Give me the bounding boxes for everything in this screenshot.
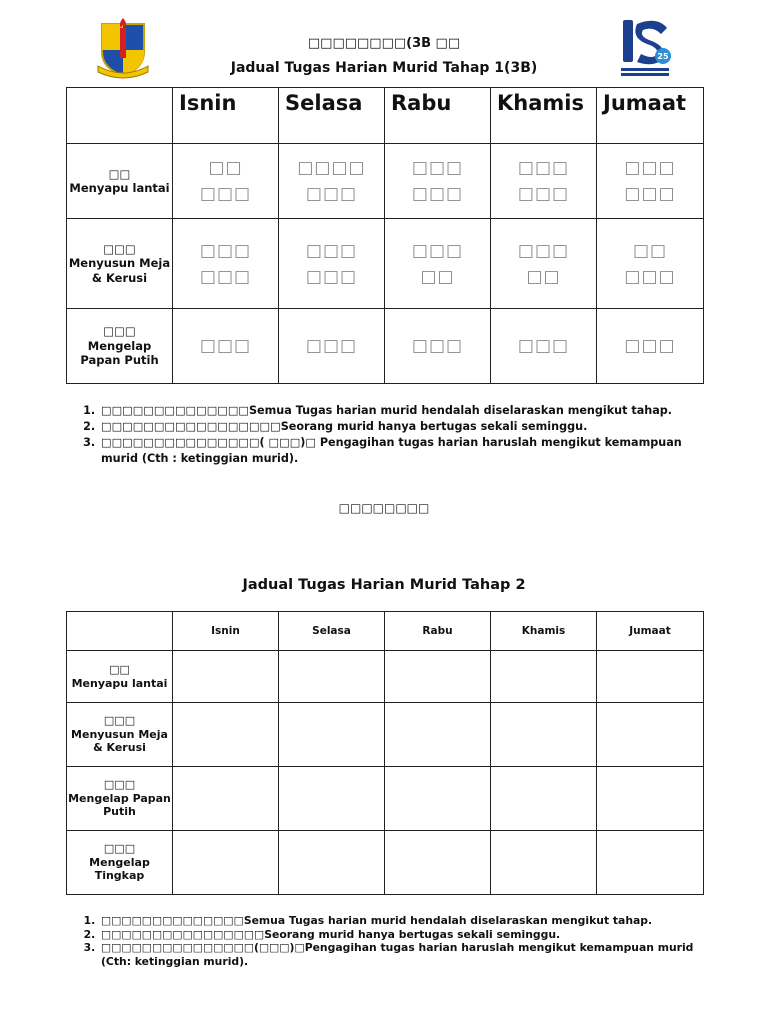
duty-cell: □□□ — [597, 309, 704, 384]
corner-cell — [67, 612, 173, 651]
row-label-menyusun — [67, 219, 173, 309]
table-row — [67, 309, 704, 384]
day-header-isnin: Isnin — [173, 88, 279, 144]
note-item: 1. □□□□□□□□□□□□□□Semua Tugas harian murid hendalah diselaraskan mengikut tahap. — [99, 914, 702, 928]
section-label: □□□□□□□□ — [338, 501, 430, 515]
empty-duty-cell[interactable] — [279, 831, 385, 895]
duty-cell: □□ □□□ — [597, 219, 704, 309]
day-header-isnin: Isnin — [173, 612, 279, 651]
empty-duty-cell[interactable] — [173, 831, 279, 895]
empty-duty-cell[interactable] — [385, 767, 491, 831]
empty-duty-cell[interactable] — [491, 703, 597, 767]
logo-badge-number: 25 — [657, 52, 669, 61]
duty-cell: □□□ □□□ — [279, 219, 385, 309]
notes-list-1 — [82, 403, 702, 467]
note-item: 2. □□□□□□□□□□□□□□□□Seorang murid hanya bertugas sekali seminggu. — [99, 928, 702, 942]
empty-duty-cell[interactable] — [279, 767, 385, 831]
table-row — [67, 767, 704, 831]
empty-duty-cell[interactable] — [491, 651, 597, 703]
row-label-menyapu — [67, 651, 173, 703]
empty-duty-cell[interactable] — [385, 651, 491, 703]
empty-duty-cell[interactable] — [597, 703, 704, 767]
duty-cell: □□□ □□□ — [385, 144, 491, 219]
duty-cell: □□□ □□□ — [491, 144, 597, 219]
row-label-cn: □□□ — [103, 324, 136, 339]
row-label-text: Mengelap Tingkap — [89, 855, 150, 883]
note-item: 2. □□□□□□□□□□□□□□□□□Seorang murid hanya bertugas sekali seminggu. — [99, 419, 702, 435]
duty-cell: □□□ — [385, 309, 491, 384]
duty-cell: □□ □□□ — [173, 144, 279, 219]
empty-duty-cell[interactable] — [279, 651, 385, 703]
table-header-row — [67, 88, 704, 144]
row-label-mengelap-tingkap — [67, 831, 173, 895]
day-header-khamis: Khamis — [491, 612, 597, 651]
duty-cell: □□□ □□□ — [173, 219, 279, 309]
table-row — [67, 144, 704, 219]
row-label-text: Menyusun Meja & Kerusi — [71, 727, 168, 755]
school-class-heading: □□□□□□□□(3B □□ — [307, 36, 461, 51]
empty-duty-cell[interactable] — [173, 703, 279, 767]
row-label-mengelap-papan — [67, 309, 173, 384]
duty-cell: □□□ — [279, 309, 385, 384]
duty-table-tahap-1 — [66, 87, 704, 384]
row-label-text: Mengelap Papan Putih — [80, 338, 159, 368]
empty-duty-cell[interactable] — [173, 651, 279, 703]
note-item: 3. □□□□□□□□□□□□□□□(□□□)□Pengagihan tugas harian haruslah mengikut kemampuan murid (Cth: ketinggian murid). — [99, 941, 702, 968]
note-item: 3. □□□□□□□□□□□□□□□( □□□)□ Pengagihan tugas harian haruslah mengikut kemampuan murid (Cth : ketinggian murid). — [99, 435, 702, 467]
duty-cell: □□□ □□□ — [597, 144, 704, 219]
empty-duty-cell[interactable] — [597, 767, 704, 831]
corner-cell — [67, 88, 173, 144]
duty-cell: □□□ — [173, 309, 279, 384]
day-header-selasa: Selasa — [279, 612, 385, 651]
empty-duty-cell[interactable] — [597, 651, 704, 703]
table-header-row — [67, 612, 704, 651]
page-title: Jadual Tugas Harian Murid Tahap 1(3B) — [230, 60, 538, 76]
day-header-jumaat: Jumaat — [597, 88, 704, 144]
duty-cell: □□□ □□ — [385, 219, 491, 309]
row-label-menyusun — [67, 703, 173, 767]
row-label-text: Mengelap Papan Putih — [68, 791, 171, 819]
row-label-cn: □□□ — [103, 842, 136, 856]
day-header-khamis: Khamis — [491, 88, 597, 144]
day-header-rabu: Rabu — [385, 612, 491, 651]
row-label-cn: □□ — [108, 166, 131, 181]
duty-cell: □□□□ □□□ — [279, 144, 385, 219]
section-title-tahap-2: Jadual Tugas Harian Murid Tahap 2 — [242, 577, 526, 593]
empty-duty-cell[interactable] — [491, 831, 597, 895]
table-row — [67, 703, 704, 767]
row-label-cn: □□□ — [103, 241, 136, 256]
duty-cell: □□□ — [491, 309, 597, 384]
table-row — [67, 219, 704, 309]
empty-duty-cell[interactable] — [491, 767, 597, 831]
row-label-cn: □□□ — [103, 778, 136, 792]
row-label-cn: □□ — [109, 663, 130, 676]
table-row — [67, 651, 704, 703]
duty-table-tahap-2 — [66, 611, 704, 895]
day-header-rabu: Rabu — [385, 88, 491, 144]
notes-list-2 — [82, 914, 702, 968]
note-item: 1. □□□□□□□□□□□□□□Semua Tugas harian murid hendalah diselaraskan mengikut tahap. — [99, 403, 702, 419]
empty-duty-cell[interactable] — [385, 831, 491, 895]
row-label-menyapu — [67, 144, 173, 219]
row-label-text: Menyusun Meja & Kerusi — [68, 256, 171, 285]
table-row — [67, 831, 704, 895]
row-label-text: Menyapu lantai — [69, 181, 170, 195]
empty-duty-cell[interactable] — [173, 767, 279, 831]
day-header-selasa: Selasa — [279, 88, 385, 144]
empty-duty-cell[interactable] — [279, 703, 385, 767]
duty-cell: □□□ □□ — [491, 219, 597, 309]
day-header-jumaat: Jumaat — [597, 612, 704, 651]
row-label-cn: □□□ — [103, 714, 136, 728]
row-label-mengelap-papan — [67, 767, 173, 831]
row-label-text: Menyapu lantai — [71, 676, 168, 690]
empty-duty-cell[interactable] — [385, 703, 491, 767]
empty-duty-cell[interactable] — [597, 831, 704, 895]
